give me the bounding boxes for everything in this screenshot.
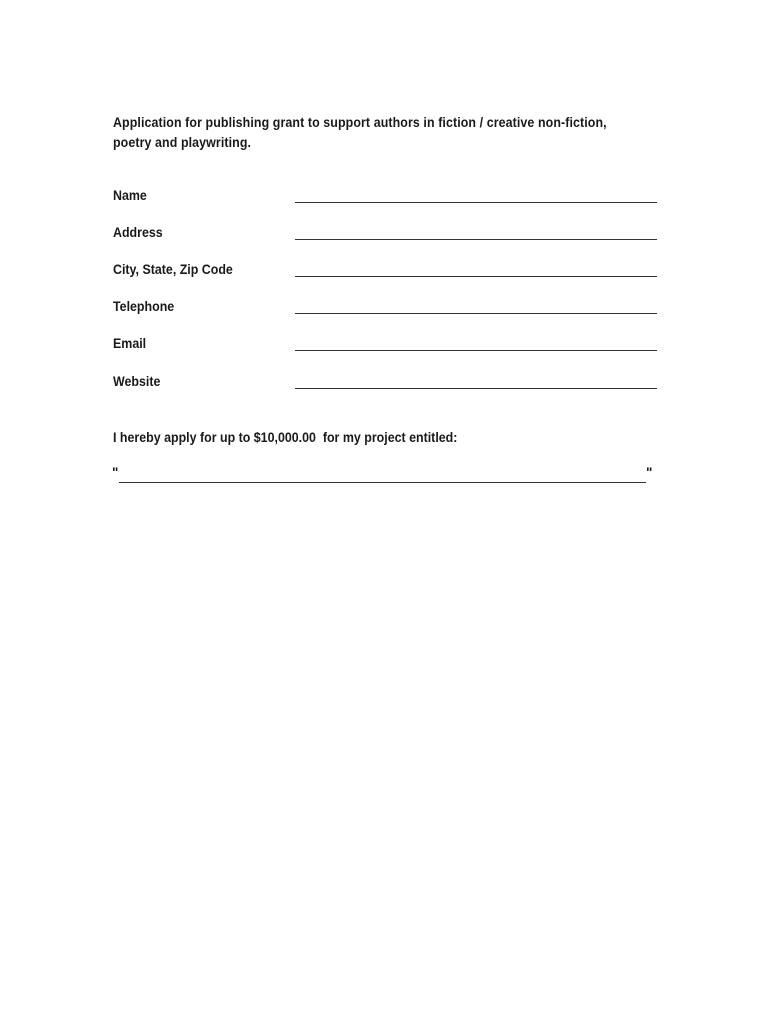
- project-title-field[interactable]: [119, 464, 646, 483]
- city-state-zip-label: City, State, Zip Code: [113, 262, 233, 277]
- form-heading-line-2: poetry and playwriting.: [113, 135, 252, 150]
- address-field[interactable]: [295, 220, 657, 240]
- website-field[interactable]: [295, 369, 657, 389]
- name-label: Name: [113, 188, 147, 203]
- project-title-row: [112, 464, 657, 486]
- telephone-field-row: [113, 297, 658, 317]
- email-field-row: [113, 334, 658, 354]
- website-field-row: [113, 372, 658, 392]
- application-statement: I hereby apply for up to $10,000.00 for my project entitled:: [113, 430, 458, 445]
- address-label: Address: [113, 225, 163, 240]
- email-field[interactable]: [295, 331, 657, 351]
- telephone-field[interactable]: [295, 294, 657, 314]
- telephone-label: Telephone: [113, 299, 175, 314]
- name-field[interactable]: [295, 183, 657, 203]
- form-heading: [113, 113, 610, 153]
- email-label: Email: [113, 336, 147, 351]
- city-state-zip-field[interactable]: [295, 257, 657, 277]
- open-quote-mark: ": [112, 465, 119, 480]
- address-field-row: [113, 223, 658, 243]
- city-state-zip-field-row: [113, 260, 658, 280]
- website-label: Website: [113, 374, 161, 389]
- name-field-row: [113, 186, 658, 206]
- form-heading-line-1: Application for publishing grant to support authors in fiction / creative non-fiction,: [113, 115, 607, 130]
- close-quote-mark: ": [646, 465, 653, 480]
